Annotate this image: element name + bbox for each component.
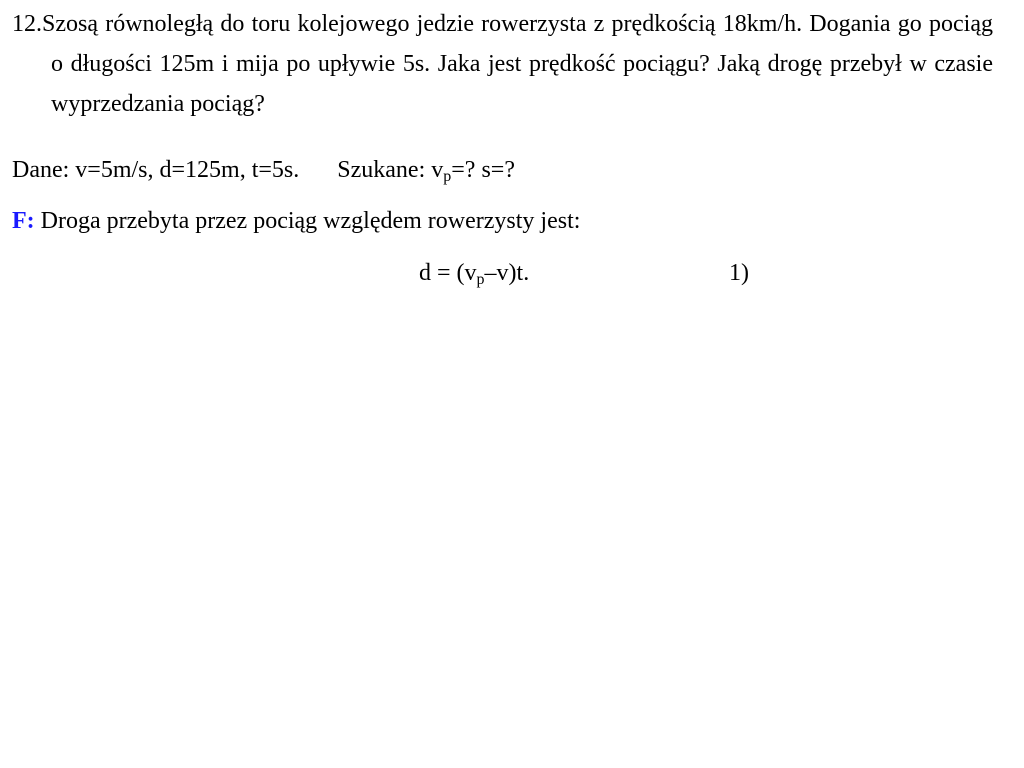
- sought-suffix: =? s=?: [451, 157, 515, 183]
- problem-statement: 12.Szosą równoległą do toru kolejowego jedzie rowerzysta z prędkością 18km/h. Dogania go pociąg o długości 125m i mija po upływie 5s. Jaka jest prędkość pociągu? Jaką drogę przebył w czasie wyprzedzania pociąg?: [12, 11, 993, 117]
- formula-subscript: p: [476, 271, 485, 288]
- given-and-sought-line: [12, 152, 515, 188]
- given-data: Dane: v=5m/s, d=125m, t=5s.: [12, 157, 300, 183]
- sought-prefix: Szukane: v: [337, 157, 444, 183]
- physics-text: Droga przebyta przez pociąg względem rowerzysty jest:: [34, 208, 581, 234]
- formula: [419, 255, 529, 291]
- physics-label: F:: [12, 208, 35, 234]
- formula-suffix: –v)t.: [484, 260, 530, 286]
- sought-subscript: p: [443, 168, 452, 185]
- equation-number: 1): [729, 260, 749, 286]
- physics-section: [12, 203, 580, 239]
- formula-prefix: d = (v: [419, 260, 477, 286]
